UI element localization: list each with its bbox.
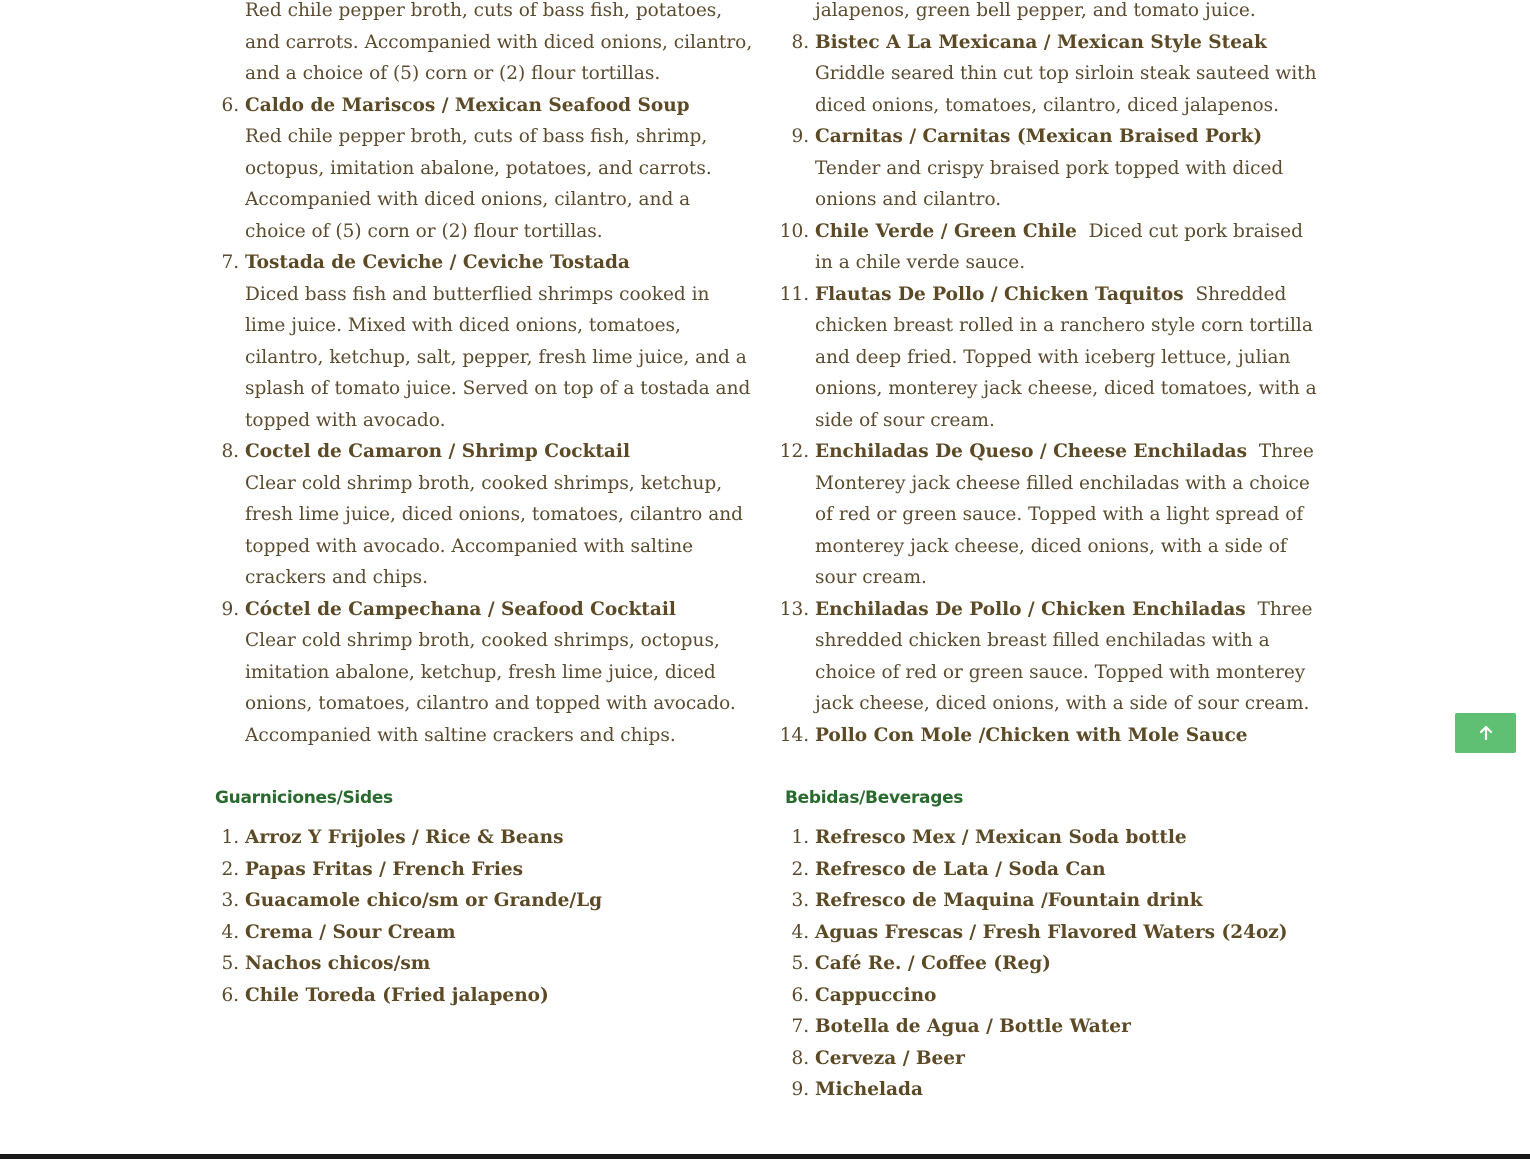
menu-item-name: Chile Verde / Green Chile [815,220,1077,242]
beverage-item-name: Michelada [815,1079,923,1100]
side-item-name: Nachos chicos/sm [245,953,431,974]
list-item [815,1043,1325,1075]
beverage-item-name: Aguas Frescas / Fresh Flavored Waters (24oz) [815,921,1288,943]
menu-item-desc: jalapenos, green bell pepper, and tomato juice. [815,0,1256,21]
menu-item-desc: Red chile pepper broth, cuts of bass fish, shrimp, octopus, imitation abalone, potatoes, and carrots. Accompanied with diced onions, cilantro, and a choice of (5) corn or (2) flour tortillas. [245,126,712,242]
beverages-column [785,822,1325,1106]
scroll-to-top-button[interactable] [1455,713,1516,753]
entrees-menu-column [785,0,1325,751]
sides-list [215,822,755,1011]
side-item-name: Crema / Sour Cream [245,921,456,943]
list-item [245,822,755,854]
menu-item [815,27,1325,122]
menu-item-desc: Clear cold shrimp broth, cooked shrimps, octopus, imitation abalone, ketchup, fresh lime juice, diced onions, tomatoes, cilantro and topped with avocado. Accompanied with saltine crackers and chips. [245,630,736,746]
list-item [245,854,755,886]
list-item [815,1074,1325,1106]
entrees-menu-list [785,0,1325,751]
menu-item-name: Coctel de Camaron / Shrimp Cocktail [245,441,630,462]
menu-item [245,436,755,594]
menu-item-desc: Clear cold shrimp broth, cooked shrimps, ketchup, fresh lime juice, diced onions, tomatoes, cilantro and topped with avocado. Accompanied with saltine crackers and chips. [245,472,743,588]
beverage-item-name: Cerveza / Beer [815,1047,965,1069]
menu-item-desc: Diced bass fish and butterflied shrimps cooked in lime juice. Mixed with diced onions, tomatoes, cilantro, ketchup, salt, pepper, fresh lime juice, and a splash of tomato juice. Served on top of a tostada and topped with avocado. [245,283,751,431]
menu-item-name: Pollo Con Mole /Chicken with Mole Sauce [815,724,1248,746]
menu-item [815,216,1325,279]
menu-item-desc: Tender and crispy braised pork topped with diced onions and cilantro. [815,157,1284,210]
menu-item-name: Cóctel de Campechana / Seafood Cocktail [245,598,676,620]
list-item [815,980,1325,1012]
list-item [815,885,1325,917]
menu-item [245,247,755,436]
beverage-item-name: Refresco de Maquina /Fountain drink [815,890,1203,911]
beverage-item-name: Refresco Mex / Mexican Soda bottle [815,827,1187,848]
menu-item-desc: Griddle seared thin cut top sirloin steak sauteed with diced onions, tomatoes, cilantro, diced jalapenos. [815,63,1317,116]
menu-item-desc: Diced cut pork braised in a chile verde sauce. [815,220,1303,273]
beverages-section-title: Bebidas/Beverages [785,788,964,808]
menu-item [815,121,1325,216]
menu-item-name: Carnitas / Carnitas (Mexican Braised Pork) [815,126,1263,147]
list-item [245,980,755,1012]
menu-item [245,0,755,90]
menu-item [815,594,1325,720]
side-item-name: Chile Toreda (Fried jalapeno) [245,984,549,1006]
beverages-list [785,822,1325,1106]
beverage-item-name: Botella de Agua / Bottle Water [815,1016,1131,1037]
menu-item [815,436,1325,594]
menu-item [815,720,1325,752]
list-item [245,917,755,949]
arrow-up-icon [1478,725,1494,741]
menu-item-name: Bistec A La Mexicana / Mexican Style Steak [815,31,1267,53]
sides-section-title: Guarniciones/Sides [215,788,393,808]
list-item [815,917,1325,949]
list-item [815,1011,1325,1043]
menu-item [815,279,1325,437]
list-item [815,948,1325,980]
menu-item-desc: Shredded chicken breast rolled in a ranchero style corn tortilla and deep fried. Topped with iceberg lettuce, julian onions, monterey jack cheese, diced tomatoes, with a side of sour cream. [815,283,1317,431]
menu-item-desc: Red chile pepper broth, cuts of bass fish, potatoes, and carrots. Accompanied with diced onions, cilantro, and a choice of (5) corn or (2) flour tortillas. [245,0,753,84]
menu-item-name: Enchiladas De Pollo / Chicken Enchiladas [815,598,1246,620]
menu-item-name: Flautas De Pollo / Chicken Taquitos [815,283,1184,305]
menu-item [245,90,755,248]
menu-item-desc: Three shredded chicken breast filled enchiladas with a choice of red or green sauce. Topped with monterey jack cheese, diced onions, with a side of sour cream. [815,598,1313,714]
sides-column [215,822,755,1011]
menu-item-name: Enchiladas De Queso / Cheese Enchiladas [815,441,1248,462]
seafood-menu-list [215,0,755,751]
menu-item [245,594,755,752]
menu-item-desc: Three Monterey jack cheese filled enchiladas with a choice of red or green sauce. Topped with a light spread of monterey jack cheese, diced onions, with a side of sour cream. [815,441,1314,588]
menu-item-name: Caldo de Mariscos / Mexican Seafood Soup [245,94,690,116]
list-item [815,854,1325,886]
seafood-menu-column [215,0,755,751]
footer-bar [0,1154,1530,1159]
list-item [815,822,1325,854]
beverage-item-name: Café Re. / Coffee (Reg) [815,953,1051,974]
beverage-item-name: Cappuccino [815,984,937,1006]
side-item-name: Guacamole chico/sm or Grande/Lg [245,890,603,911]
side-item-name: Papas Fritas / French Fries [245,858,524,880]
beverage-item-name: Refresco de Lata / Soda Can [815,858,1106,880]
list-item [245,948,755,980]
side-item-name: Arroz Y Frijoles / Rice & Beans [245,827,564,848]
menu-item-name: Tostada de Ceviche / Ceviche Tostada [245,252,630,273]
list-item [245,885,755,917]
menu-item [815,0,1325,27]
